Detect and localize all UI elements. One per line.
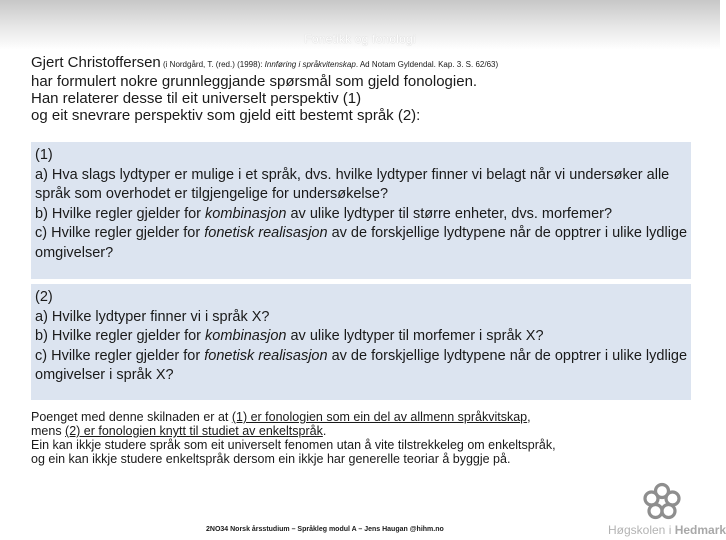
- citation: (i Nordgård, T. (red.) (1998): Innføring i språkvitenskap. Ad Notam Gyldendal. Kap. 3. S. 62/63): [160, 60, 499, 69]
- box-heading: (1): [35, 147, 53, 163]
- underlined-text: (1) er fonologien som ein del av allmenn språkvitskap: [231, 410, 528, 424]
- question-a: a) Hvilke lydtyper finner vi i språk X?: [35, 308, 270, 325]
- emphasis: fonetisk realisasjon: [204, 225, 328, 241]
- underlined-text: (2) er fonologien knytt til studiet av enkeltspråk: [65, 424, 323, 438]
- question-b: b) Hvilke regler gjelder for kombinasjon av ulike lydtyper til morfemer i språk X?: [35, 328, 544, 344]
- box-heading: (2): [35, 289, 53, 305]
- intro-line-3: Han relaterer desse til eit universelt perspektiv (1): [31, 90, 362, 107]
- conclusion-paragraph: [31, 410, 651, 466]
- question-a: a) Hva slags lydtyper er mulige i et språk, dvs. hvilke lydtyper finner vi belagt når vi undersøker alle språk som overhodet er tilgjengelige for undersøkelse?: [35, 166, 670, 202]
- author-name: Gjert Christoffersen: [31, 54, 161, 71]
- conclusion-line-4: og ein kan ikkje studere enkeltspråk dersom ein ikkje har generelle teoriar å byggje på.: [31, 452, 511, 466]
- question-b: b) Hvilke regler gjelder for kombinasjon av ulike lydtyper til større enheter, dvs. morfemer?: [35, 205, 613, 222]
- conclusion-line-3: Ein kan ikkje studere språk som eit universelt fenomen utan å vite tilstrekkeleg om enkeltspråk,: [31, 438, 556, 452]
- emphasis: kombinasjon: [205, 205, 287, 222]
- emphasis: fonetisk realisasjon: [204, 347, 328, 364]
- intro-paragraph: [31, 54, 701, 124]
- institution-logo-text: Høgskolen i Hedmark: [608, 523, 726, 537]
- specific-language-box: [31, 284, 691, 400]
- citation-title: Innføring i språkvitenskap: [264, 60, 356, 69]
- universal-perspective-box: [31, 142, 691, 279]
- intro-line-1: [31, 54, 701, 73]
- emphasis: kombinasjon: [205, 328, 287, 344]
- question-c: c) Hvilke regler gjelder for fonetisk realisasjon av de forskjellige lydtypene når de opptrer i ulike lydlige omgivelser?: [35, 225, 688, 261]
- slide-title: Fonetikk og fonologi: [304, 32, 416, 46]
- knot-logo-icon: [642, 482, 682, 522]
- conclusion-line-2: mens (2) er fonologien knytt til studiet av enkeltspråk.: [31, 424, 327, 438]
- intro-line-2: har formulert nokre grunnleggjande spørsmål som gjeld fonologien.: [31, 73, 478, 90]
- conclusion-line-1: Poenget med denne skilnaden er at (1) er fonologien som ein del av allmenn språkvitskap,: [31, 410, 531, 424]
- intro-line-4: og eit snevrare perspektiv som gjeld eitt bestemt språk (2):: [31, 107, 421, 124]
- question-c: c) Hvilke regler gjelder for fonetisk realisasjon av de forskjellige lydtypene når de opptrer i ulike lydlige omgivelser i språk X?: [35, 347, 688, 383]
- footer-text: 2NO34 Norsk årsstudium – Språkleg modul A – Jens Haugan @hihm.no: [206, 526, 444, 533]
